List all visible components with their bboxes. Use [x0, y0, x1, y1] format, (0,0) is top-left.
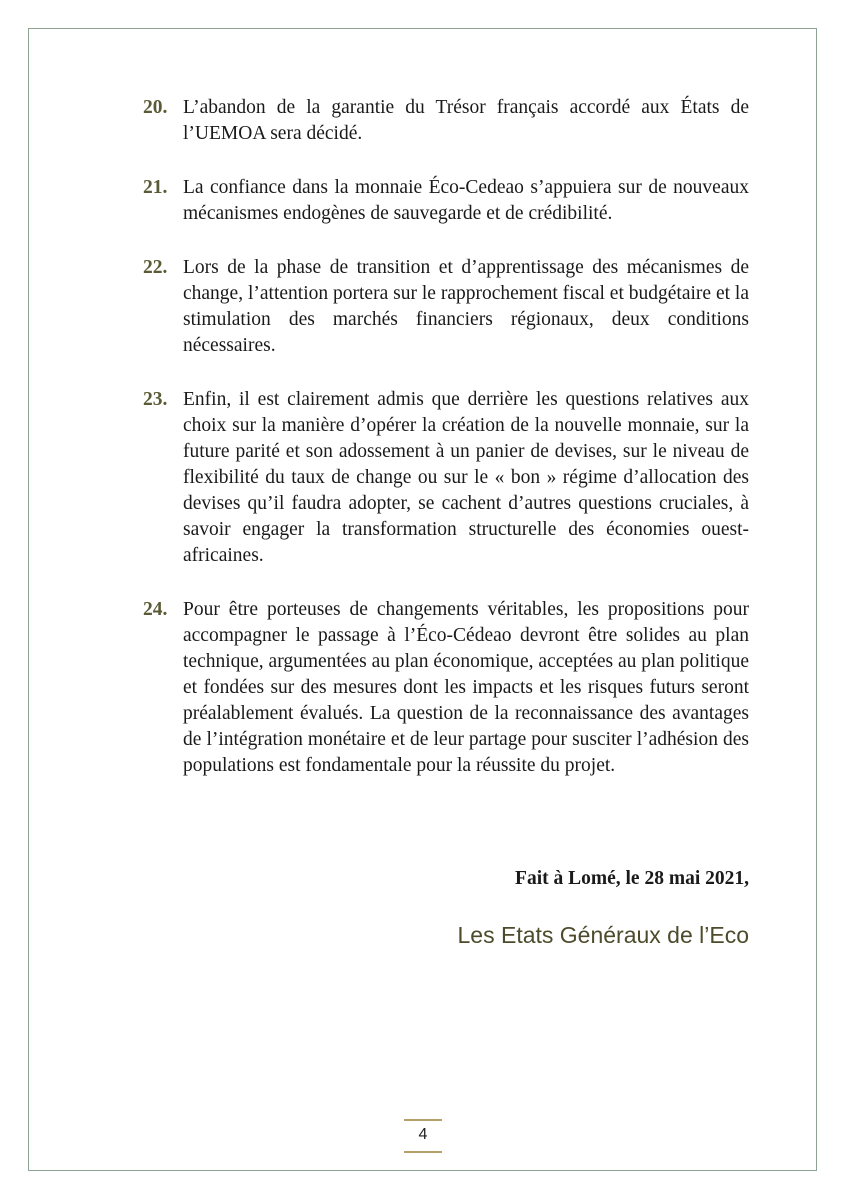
signature-organization: Les Etats Généraux de l’Eco [457, 922, 749, 948]
numbered-list [143, 95, 749, 807]
item-number: 21. [143, 177, 168, 198]
closing-place-date: Fait à Lomé, le 28 mai 2021, [515, 868, 749, 889]
item-number: 24. [143, 599, 168, 620]
list-item [143, 175, 749, 227]
page-number-rule-top [404, 1119, 442, 1121]
list-item [143, 95, 749, 147]
item-number: 23. [143, 389, 168, 410]
item-text: La confiance dans la monnaie Éco-Cedeao s’appuiera sur de nouveaux mécanismes endogènes de sauvegarde et de crédibilité. [183, 177, 749, 224]
page-number-block [404, 1119, 442, 1153]
item-text: Enfin, il est clairement admis que derrière les questions relatives aux choix sur la manière d’opérer la création de la nouvelle monnaie, sur la future parité et son adossement à un panier de devises, sur le niveau de flexibilité du taux de change ou sur le « bon » régime d’allocation des devises qu’il faudra adopter, se cachent d’autres questions cruciales, à savoir engager la transformation structurelle des économies ouest-africaines. [183, 389, 749, 566]
list-item [143, 597, 749, 779]
item-number: 22. [143, 257, 168, 278]
item-text: Pour être porteuses de changements véritables, les propositions pour accompagner le passage à l’Éco-Cédeao devront être solides au plan technique, argumentées au plan économique, acceptées au plan politique et fondées sur des mesures dont les impacts et les risques futurs seront préalablement évalués. La question de la reconnaissance des avantages de l’intégration monétaire et de leur partage pour susciter l’adhésion des populations est fondamentale pour la réussite du projet. [183, 599, 750, 776]
page-number: 4 [418, 1126, 428, 1143]
item-number: 20. [143, 97, 168, 118]
item-text: Lors de la phase de transition et d’apprentissage des mécanismes de change, l’attention portera sur le rapprochement fiscal et budgétaire et la stimulation des marchés financiers régionaux, deux conditions nécessaires. [183, 257, 749, 356]
list-item [143, 255, 749, 359]
list-item [143, 387, 749, 569]
item-text: L’abandon de la garantie du Trésor français accordé aux États de l’UEMOA sera décidé. [183, 97, 749, 144]
page-number-rule-bottom [404, 1151, 442, 1153]
